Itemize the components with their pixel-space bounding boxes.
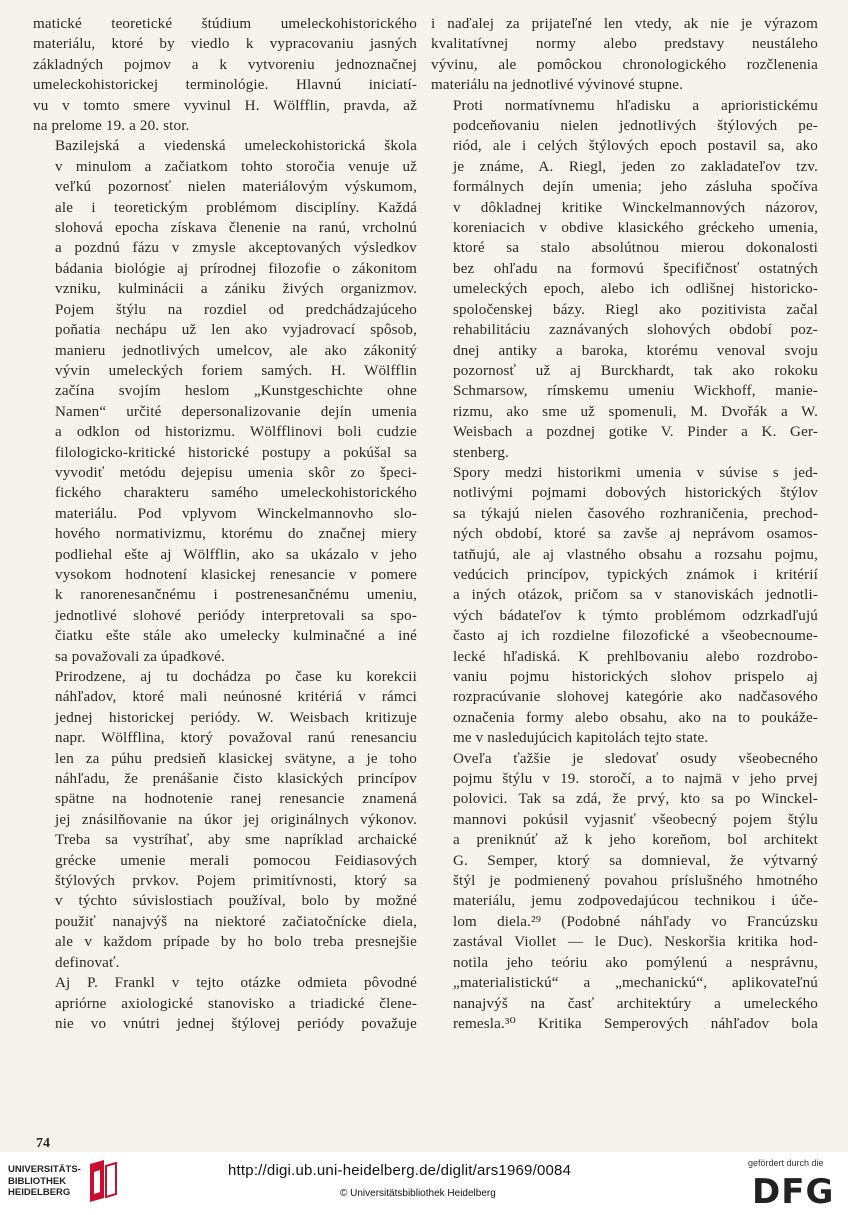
text-line: kvalitatívnej normy alebo predstavy neustáleho [431, 36, 818, 53]
text-line: „materialistickú“ a „mechanickú“, aplikovateľnú [453, 975, 818, 992]
text-line: pojmu štýlu v 19. storočí, a to najmä v jeho prvej [453, 771, 818, 788]
text-line: jednotlivé slohové periódy interpretovali sa spo- [55, 607, 417, 624]
text-line: i naďalej za prijateľné len vtedy, ak nie je výrazom [431, 16, 818, 32]
text-line: matické teoretické štúdium umeleckohistorického [33, 16, 417, 32]
text-line: umeleckých epoch, alebo ich odlišnej historicko- [453, 281, 818, 298]
text-line: základných pojmov a k vytvoreniu jednoznačnej [33, 56, 417, 73]
text-line: me v nasledujúcich kapitolách tejto state. [453, 730, 709, 747]
text-line: sa považovali za úpadkové. [55, 648, 225, 665]
text-line: mannovi pokúsil vyjasniť všeobecný pojem štýlu [453, 811, 818, 828]
text-line: lom diela.²⁹ (Podobné náhľady vo Francúzsku [453, 913, 818, 930]
text-line: použiť nanajvýš na niektoré začiatočnícke diela, [55, 913, 417, 930]
paragraph [431, 749, 818, 1035]
text-line: materiálu na jednotlivé vývinové stupne. [431, 77, 684, 94]
text-line: notila jeho teóriu ako pomýlenú a nesprávnu, [453, 954, 818, 971]
text-line: vaniu pojmu historických slohov prispelo aj [453, 669, 818, 685]
text-line: štýlových prvkov. Pojem primitívnosti, ktorý sa [55, 873, 417, 890]
text-line: je známe, A. Riegl, jeden zo zakladateľov tzv. [453, 158, 818, 175]
text-line: Pojem štýlu na rozdiel od predchádzajúceho [55, 301, 417, 318]
text-line: vzniku, kulminácii a zániku živých organizmov. [55, 281, 417, 298]
text-line: koreniacich v obdive klasického gréckeho umenia, [453, 220, 818, 237]
text-line: štýl je podmienený povahou príslušného hmotného [453, 873, 818, 890]
text-line: Proti normatívnemu hľadisku a aprioristickému [453, 97, 818, 114]
text-line: rehabilitáciu zaznávaných slohových období poz- [453, 322, 818, 339]
paragraph [33, 973, 417, 1034]
text-line: náhľadov, ktoré mali neúnosné kritériá v rámci [55, 689, 417, 706]
text-line: Namen“ určité depersonalizovanie dejín umenia [55, 403, 417, 420]
text-line: nanajvýš na časť architektúry a umeleckého [453, 995, 818, 1012]
text-line: a odklon od historizmu. Wölfflinovi boli cudzie [55, 424, 417, 441]
university-logo-icon [86, 1158, 120, 1208]
text-line: formálnych dejín umenia; jeho zásluha spočíva [453, 179, 818, 196]
text-line: slohová epocha získava členenie na ranú, vrcholnú [55, 220, 417, 237]
text-line: riód, ale i celých štýlových epoch postavil sa, ako [453, 138, 818, 155]
paragraph [431, 96, 818, 463]
text-line: ale i teoretickým problémom disciplíny. Každá [55, 199, 417, 216]
text-line: ných období, ktoré sa zavše aj neprávom osamos- [453, 526, 818, 543]
text-line: materiálu. Pod vplyvom Winckelmannovho slo- [55, 505, 417, 522]
text-line: hového normativizmu, ktorému do značnej miery [55, 526, 417, 543]
text-line: lecké hľadiská. K prehlbovaniu alebo rozdrobo- [453, 648, 818, 665]
text-line: a preniknúť až k jeho koreňom, bol architekt [453, 832, 818, 849]
text-line: stenberg. [453, 444, 509, 461]
text-line: bez ohľadu na formovú špecifičnosť ostatných [453, 260, 818, 277]
text-line: polovici. Tak sa zdá, že prvý, kto sa po Winckel- [453, 791, 818, 808]
text-line: umeleckohistorickej terminológie. Hlavnú iniciatí- [33, 77, 417, 94]
text-line: len za púhu predsieň klasickej svätyne, a je toho [55, 750, 417, 767]
text-line: k ranorenesančnému i postrenesančnému umeniu, [55, 587, 417, 604]
text-line: vedúcich princípov, typických známok i kritérií [453, 566, 818, 583]
paragraph [33, 136, 417, 667]
text-line: apriórne axiologické stanovisko a triadické člene- [55, 995, 417, 1012]
text-line: Spory medzi historikmi umenia v súvise s jed- [453, 464, 818, 481]
text-line: remesla.³⁰ Kritika Semperových náhľadov bola [453, 1015, 818, 1032]
text-line: filologicko-kritické historické postupy a pokúšal sa [55, 444, 417, 461]
text-line: vu v tomto smere vyvinul H. Wölfflin, pravda, až [33, 97, 417, 114]
text-line: označenia formy alebo obsahu, ako na to poukáže- [453, 709, 818, 726]
text-line: vých bádateľov k týmto problémom odzrkadľujú [453, 607, 818, 624]
text-line: Aj P. Frankl v tejto otázke odmieta pôvodné [55, 975, 417, 992]
text-line: spoločenskej bázy. Riegl ako pozitivista začal [453, 301, 818, 318]
text-line: materiálu, ktoré by viedlo k vypracovaniu jasných [33, 36, 417, 53]
text-line: sa týkajú nielen časového rozhraničenia, prechod- [453, 505, 818, 522]
text-line: notlivými pojmami dobových historických štýlov [453, 485, 818, 502]
text-line: a pozdnú fázu v zmysle akceptovaných výsledkov [55, 240, 417, 257]
text-line: veľkú pozornosť nielen materiálovým výskumom, [55, 179, 417, 196]
text-line: jednej historickej periódy. W. Weisbach kritizuje [55, 709, 417, 726]
library-name-line: BIBLIOTHEK [8, 1175, 67, 1187]
text-line: v týchto súvislostiach používal, bolo by možné [55, 893, 417, 910]
text-line: spätne na hodnotenie ranej renesancie znamená [55, 791, 417, 808]
text-line: grécke umenie merali pomocou Feidiasových [55, 852, 417, 869]
text-line: rozpracúvanie slohovej kategórie ako nadčasového [453, 689, 818, 706]
text-line: na prelome 19. a 20. stor. [33, 118, 190, 135]
page-number: 74 [36, 1136, 50, 1151]
text-line: čiatku ešte stále ako umelecky kulminačné a iné [55, 628, 417, 645]
text-line: bádania biológie aj prírodnej filozofie o zákonitom [55, 260, 417, 277]
text-line: začína svojím heslom „Kunstgeschichte ohne [55, 383, 417, 400]
left-column [33, 14, 417, 1034]
text-line: definovať. [55, 954, 120, 971]
text-line: manieru jednotlivých umelcov, ale ako zákonitý [55, 342, 417, 359]
text-line: a iných otázok, pričom sa v stanoviskách jednotli- [453, 587, 818, 604]
text-line: Prirodzene, aj tu dochádza po čase ku korekcii [55, 669, 417, 685]
text-line: ale v každom prípade by ho bolo treba presnejšie [55, 934, 417, 951]
source-url-link[interactable]: http://digi.ub.uni-heidelberg.de/diglit/ars1969/0084 [228, 1162, 572, 1179]
text-line: nie vo vnútri jednej štýlovej periódy považuje [55, 1015, 417, 1032]
text-line: jej znásilňovanie na úkor jej originálnych výkonov. [55, 811, 417, 828]
dfg-logo[interactable]: DFG [752, 1172, 835, 1212]
text-line: vyvodiť metódu dejepisu umenia skôr zo špeci- [55, 464, 417, 481]
text-line: náhľadu, že prenášanie čisto klasických princípov [55, 771, 417, 788]
text-line: Oveľa ťažšie je sledovať osudy všeobecného [453, 750, 818, 767]
copyright-notice: © Universitätsbibliothek Heidelberg [340, 1188, 496, 1199]
footer-bar [0, 1152, 848, 1215]
text-line: v dôkladnej kritike Winckelmannových názorov, [453, 199, 818, 216]
text-line: vývin umeleckých foriem samých. H. Wölfflin [55, 362, 417, 379]
text-line: pozornosť už aj Burckhardt, tak ako rokoku [453, 362, 818, 379]
library-name-line: HEIDELBERG [8, 1187, 71, 1198]
paragraph [33, 667, 417, 973]
text-line: podceňovaniu nielen jednotlivých štýlových pe- [453, 118, 818, 135]
text-line: napr. Wölfflina, ktorý považoval ranú renesanciu [55, 730, 417, 747]
text-line: Bazilejská a viedenská umeleckohistorická škola [55, 138, 417, 155]
text-line: Schmarsow, rímskemu umeniu Wickhoff, manie- [453, 383, 818, 400]
paragraph [33, 14, 417, 136]
paragraph [431, 463, 818, 749]
text-line: často aj ich rozdielne filozofické a všeobecnoume- [453, 628, 818, 645]
text-line: Weisbach a pozdnej gotike V. Pinder a K. Ger- [453, 424, 818, 441]
paragraph [431, 14, 818, 96]
text-line: v minulom a začiatkom tohto storočia venuje už [55, 158, 417, 175]
library-name[interactable] [8, 1164, 88, 1199]
text-line: poňatia nechápu už len ako vyjadrovací spôsob, [55, 322, 417, 339]
funding-caption: gefördert durch die [748, 1158, 824, 1168]
right-column [431, 14, 818, 1034]
text-line: materiálu, jemu zodpovedajúcou technikou i úče- [453, 893, 818, 910]
text-line: vysokom hodnotení klasickej renesancie v pomere [55, 566, 417, 583]
text-line: tatňujú, ale aj vlastného obsahu a rozsahu pojmu, [453, 546, 818, 563]
library-name-line: UNIVERSITÄTS- [8, 1164, 81, 1175]
text-line: dnej antiky a baroka, ktorému venoval svoju [453, 342, 818, 359]
text-line: rizmu, ako sme už spomenuli, M. Dvořák a W. [453, 403, 818, 420]
text-line: zastával Viollet — le Duc). Neskoršia kritika hod- [453, 934, 818, 951]
text-line: fického charakteru samého umeleckohistorického [55, 485, 417, 502]
text-line: ktoré sa stalo absolútnou mierou dokonalosti [453, 240, 818, 257]
text-line: Treba sa vystríhať, aby sme napríklad archaické [55, 832, 417, 849]
text-line: vývinu, ale pomôckou chronologického rozčlenenia [431, 56, 818, 73]
text-line: podliehal ešte aj Wölfflin, ako sa ukázalo v jeho [55, 546, 417, 563]
text-line: G. Semper, ktorý sa domnieval, že výtvarný [453, 852, 818, 869]
